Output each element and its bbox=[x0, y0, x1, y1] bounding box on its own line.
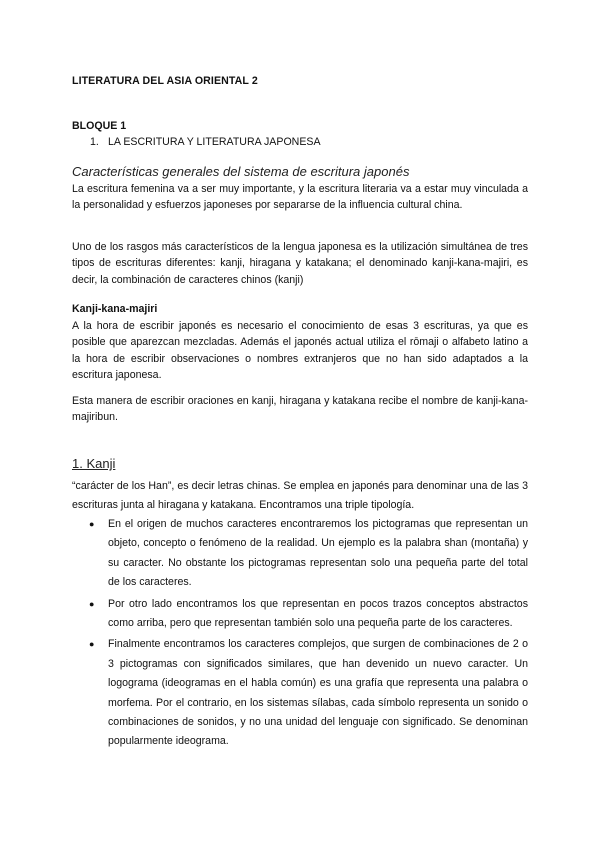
bullet-icon: ● bbox=[89, 519, 95, 529]
kanji-intro: “carácter de los Han”, es decir letras chinas. Se emplea en japonés para denominar una de las 3 escrituras junta al hiragana y katakana. Encontramos una triple tipología. bbox=[72, 480, 528, 512]
paragraph-2: Uno de los rasgos más característicos de la lengua japonesa es la utilización simultánea de tres tipos de escrituras diferentes: kanji, hiragana y katakana; el denominado kanji-kana-majiri, es decir, la combinación de caracteres chinos (kanji) bbox=[72, 241, 528, 286]
bullet-icon: ● bbox=[89, 639, 95, 650]
list-item bbox=[72, 595, 528, 634]
document-title: LITERATURA DEL ASIA ORIENTAL 2 bbox=[72, 75, 258, 87]
bloque-heading: BLOQUE 1 bbox=[72, 120, 127, 132]
paragraph-4: Esta manera de escribir oraciones en kanji, hiragana y katakana recibe el nombre de kanji-kana-majiribun. bbox=[72, 395, 528, 424]
numbered-item bbox=[90, 136, 321, 148]
paragraph-3: A la hora de escribir japonés es necesario el conocimiento de esas 3 escrituras, ya que es posible que aparezcan mezcladas. Además el japonés actual utiliza el rōmaji o alfabeto latino a la hora de escribir observaciones o nombres extranjeros que no han sido adaptados a la escritura japonesa. bbox=[72, 320, 528, 382]
list-item-text: Finalmente encontramos los caracteres complejos, que surgen de combinaciones de 2 o 3 pictogramas con significados similares, que han devenido un nuevo caracter. Un logograma (ideogramas en el habla común) es una grafía que representa una palabra o morfema. Por el contrario, en los sistemas sílabas, cada símbolo representa un sonido o combinaciones de sonidos, y no una unidad del lenguaje con significado. Se denominan popularmente ideograma. bbox=[108, 638, 528, 748]
section-heading: Características generales del sistema de escritura japonés bbox=[72, 164, 410, 179]
subheading-kanji-kana-majiri: Kanji-kana-majiri bbox=[72, 303, 158, 315]
bullet-icon: ● bbox=[89, 598, 95, 609]
paragraph-1: La escritura femenina va a ser muy importante, y la escritura literaria va a estar muy vinculada a la personalidad y esfuerzos japoneses por separarse de la influencia cultural china. bbox=[72, 183, 528, 212]
list-item-text: Por otro lado encontramos los que representan en pocos trazos conceptos abstractos como arriba, pero que representan también solo una pequeña parte de los caracteres. bbox=[108, 597, 528, 630]
list-item-text: En el origen de muchos caracteres encontraremos los pictogramas que representan un objeto, concepto o fenómeno de la realidad. Un ejemplo es la palabra shan (montaña) y su caracter. No obstante los pictogramas representan solo una pequeña parte del total de los caracteres. bbox=[108, 518, 528, 589]
bullet-list bbox=[72, 515, 528, 754]
list-item bbox=[72, 515, 528, 593]
numbered-item-number: 1. bbox=[90, 136, 99, 148]
numbered-item-text: LA ESCRITURA Y LITERATURA JAPONESA bbox=[108, 136, 321, 148]
list-item bbox=[72, 635, 528, 751]
kanji-heading: 1. Kanji bbox=[72, 456, 116, 471]
